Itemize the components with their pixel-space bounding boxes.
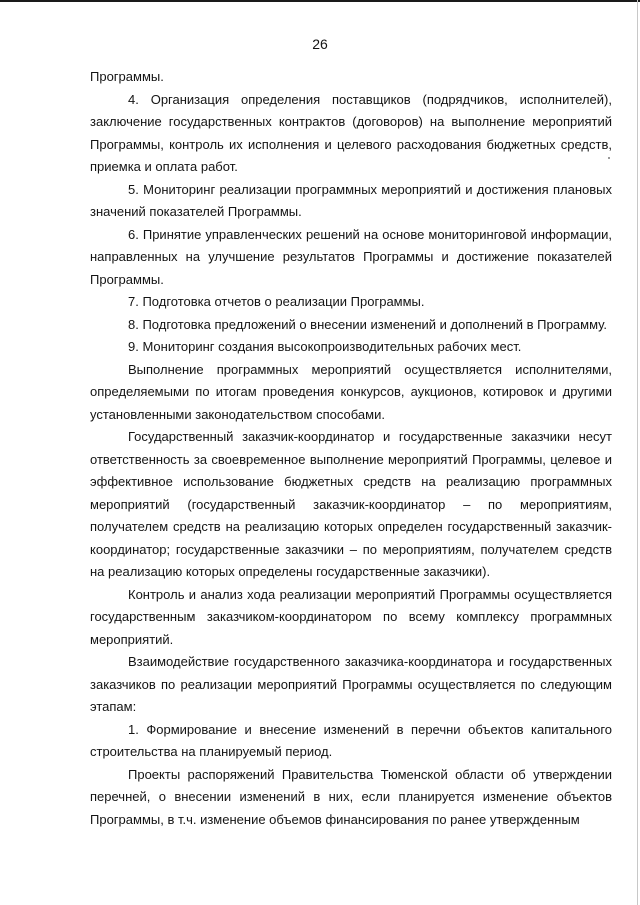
right-border-line	[637, 0, 638, 905]
list-item-6: 6. Принятие управленческих решений на основе мониторинговой информации, направленных на улучшение результатов Программы и достижение показателей Программы.	[90, 226, 612, 287]
paragraph-executors: Выполнение программных мероприятий осуществляется исполнителями, определяемыми по итогам проведения конкурсов, аукционов, котировок и другими установленными законодательством способами.	[90, 361, 612, 422]
stage-item-1: 1. Формирование и внесение изменений в перечни объектов капитального строительства на планируемый период.	[90, 721, 612, 759]
paragraph-projects: Проекты распоряжений Правительства Тюменской области об утверждении перечней, о внесении изменений в них, если планируется изменение объектов Программы, в т.ч. изменение объемов финансирования по ранее утвержденным	[90, 766, 612, 827]
paragraph-responsibility: Государственный заказчик-координатор и государственные заказчики несут ответственность за своевременное выполнение мероприятий Программы, целевое и эффективное использование бюджетных средств на реализацию программных мероприятий (государственный заказчик-координатор – по мероприятиям, получателем средств на реализацию которых определен государственный заказчик-координатор; государственные заказчики – по мероприятиям, получателем средств на реализацию которых определены государственные заказчики).	[90, 429, 612, 579]
paragraph-interaction: Взаимодействие государственного заказчика-координатора и государственных заказчиков по реализации мероприятий Программы осуществляется по следующим этапам:	[90, 654, 612, 714]
paragraph-control: Контроль и анализ хода реализации мероприятий Программы осуществляется государственным заказчиком-координатором по всему комплексу программных мероприятий.	[90, 586, 612, 647]
page-number: 26	[312, 36, 328, 52]
list-item-9: 9. Мониторинг создания высокопроизводительных рабочих мест.	[128, 339, 522, 354]
list-item-4: 4. Организация определения поставщиков (подрядчиков, исполнителей), заключение государственных контрактов (договоров) на выполнение мероприятий Программы, контроль их исполнения и целевого расходования бюджетных средств, приемка и оплата работ.	[90, 91, 612, 174]
top-border-line	[0, 0, 640, 2]
list-item-7: 7. Подготовка отчетов о реализации Программы.	[128, 294, 425, 309]
paragraph-continuation: Программы.	[90, 69, 164, 84]
document-body	[90, 66, 612, 831]
list-item-5: 5. Мониторинг реализации программных мероприятий и достижения плановых значений показателей Программы.	[90, 181, 612, 219]
list-item-8: 8. Подготовка предложений о внесении изменений и дополнений в Программу.	[128, 316, 607, 332]
